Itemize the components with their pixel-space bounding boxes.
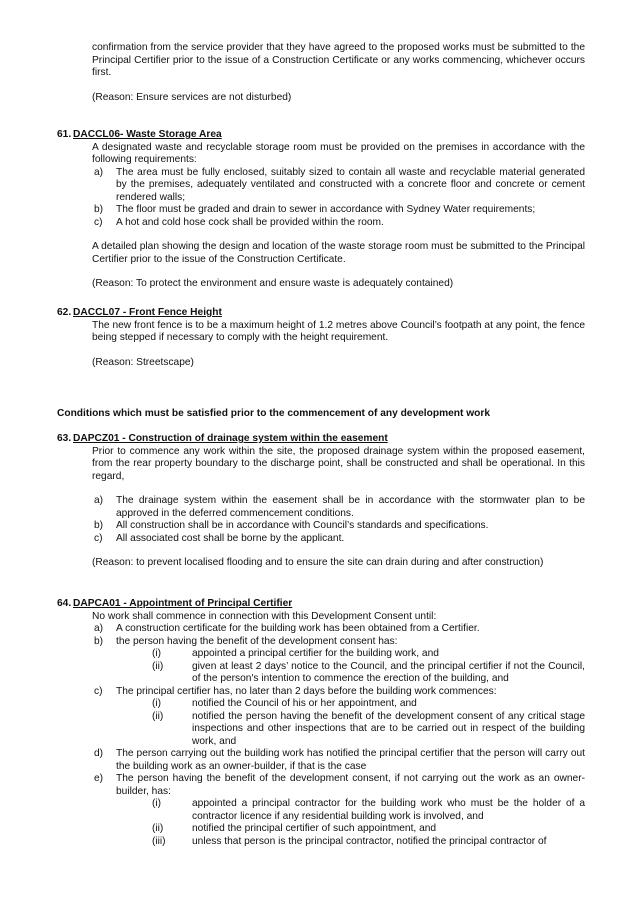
sub-list-item-text: given at least 2 days’ notice to the Council, and the principal certifier if not the Council, of the person's intention to commence the erection of the building, and [192,660,585,684]
condition-number: 61. [57,129,72,140]
sub-list-item [152,710,585,749]
condition-61 [0,129,638,291]
sub-list-item-label: (ii) [152,710,164,722]
list-item-text: The floor must be graded and drain to sewer in accordance with Sydney Water requirements; [116,204,536,215]
list-item-label: b) [94,204,104,215]
sub-list-item-label: (iii) [152,835,166,847]
list-item-text: A construction certificate for the building work has been obtained from a Certifier. [116,623,480,634]
list-item-text: the person having the benefit of the development consent has: [116,635,398,647]
list-item [94,532,585,546]
sub-list-item [152,648,585,661]
list-item [94,495,585,520]
list-item-label: a) [94,495,104,506]
condition-62 [0,307,638,369]
list-item-label: e) [94,773,104,784]
condition-paragraph: The new front fence is to be a maximum height of 1.2 metres above Council’s footpath at any point, the fence being stepped if necessary to comply with the height requirement. [92,319,585,343]
section-heading [0,408,638,421]
condition-paragraph: A detailed plan showing the design and location of the waste storage room must be submitted to the Principal Certifier prior to the issue of the Construction Certificate. [92,241,585,265]
list-item-text: The person having the benefit of the development consent, if not carrying out the work as an owner-builder, has: [116,773,585,797]
condition-reason: (Reason: Streetscape) [92,356,194,368]
list-item [94,204,585,217]
list-item-text: The drainage system within the easement shall be in accordance with the stormwater plan to be approved in the deferred commencement conditions. [116,495,585,519]
sub-list-item [152,798,585,823]
condition-intro: A designated waste and recyclable storage room must be provided on the premises in accordance with the following requirements: [92,141,585,165]
condition-number: 62. [57,307,72,318]
condition-63 [0,433,638,570]
list-item-label: a) [94,166,104,178]
section-heading-text: Conditions which must be satisfied prior to the commencement of any development work [57,408,491,419]
intro-paragraph: confirmation from the service provider that they have agreed to the proposed works must be submitted to the Principal Certifier prior to the issue of a Construction Certificate or any works commencing, whichever occurs first. [92,42,585,78]
list-item [94,166,585,205]
sub-list-item-text: notified the person having the benefit of the development consent of any critical stage inspections and other inspections that are to be carried out in respect of the building work, and [192,710,585,747]
condition-64 [0,598,638,848]
condition-reason: (Reason: To protect the environment and ensure waste is adequately contained) [92,278,454,289]
list-item-label: b) [94,635,104,647]
list-item-label: c) [94,532,103,544]
list-item [94,748,585,773]
sub-list-item-label: (i) [152,698,162,709]
condition-title: DAPCA01 - Appointment of Principal Certifier [73,598,293,609]
list-item-text: All construction shall be in accordance with Council’s standards and specifications. [116,520,489,531]
sub-list-item-text: unless that person is the principal contractor, notified the principal contractor of [192,835,547,847]
condition-number: 63. [57,433,72,444]
list-item-text: All associated cost shall be borne by the applicant. [116,532,345,544]
condition-intro: No work shall commence in connection with this Development Consent until: [92,610,437,622]
condition-paragraph: Prior to commence any work within the site, the proposed drainage system within the proposed easement, from the rear property boundary to the discharge point, shall be constructed and shall be operational. In this regard, [92,445,585,482]
condition-reason: (Reason: to prevent localised flooding and to ensure the site can drain during and after construction) [92,557,544,568]
sub-list-item-label: (i) [152,648,162,659]
sub-list-item [152,698,585,711]
list-item-text: The principal certifier has, no later than 2 days before the building work commences: [116,685,497,697]
condition-title: DACCL06- Waste Storage Area [73,129,222,140]
list-item [94,685,585,699]
condition-number: 64. [57,598,72,609]
list-item-label: d) [94,748,104,759]
sub-list-item-text: notified the principal certifier of such appointment, and [192,823,437,834]
list-item [94,623,585,636]
sub-list-item [152,823,585,836]
list-item-label: c) [94,685,103,697]
intro-section [0,42,638,104]
sub-list-item [152,835,585,849]
sub-list-item-label: (ii) [152,660,164,672]
list-item [94,635,585,649]
sub-list-item-text: notified the Council of his or her appointment, and [192,698,417,709]
list-item [94,773,585,798]
condition-heading [57,433,638,446]
list-item-text: The person carrying out the building work has notified the principal certifier that the person will carry out the building work as an owner-builder, if that is the case [116,748,585,772]
sub-list-item [152,660,585,686]
list-item-text: A hot and cold hose cock shall be provided within the room. [116,216,384,228]
list-item-label: c) [94,216,103,228]
condition-heading [57,129,638,142]
intro-reason: (Reason: Ensure services are not disturbed) [92,91,292,103]
list-item-label: b) [94,520,104,531]
list-item [94,216,585,230]
list-item-label: a) [94,623,104,634]
condition-title: DAPCZ01 - Construction of drainage system within the easement [73,433,388,444]
sub-list-item-text: appointed a principal certifier for the building work, and [192,648,439,659]
sub-list-item-text: appointed a principal contractor for the building work who must be the holder of a contractor licence if any residential building work is involved, and [192,798,585,822]
list-item-text: The area must be fully enclosed, suitably sized to contain all waste and recyclable material generated by the premises, adequately ventilated and constructed with a concrete floor and concrete or cement rendered walls; [116,166,585,203]
sub-list-item-label: (ii) [152,823,164,834]
condition-heading [57,598,638,611]
condition-heading [57,307,638,320]
sub-list-item-label: (i) [152,798,162,809]
list-item [94,520,585,533]
condition-title: DACCL07 - Front Fence Height [73,307,222,318]
